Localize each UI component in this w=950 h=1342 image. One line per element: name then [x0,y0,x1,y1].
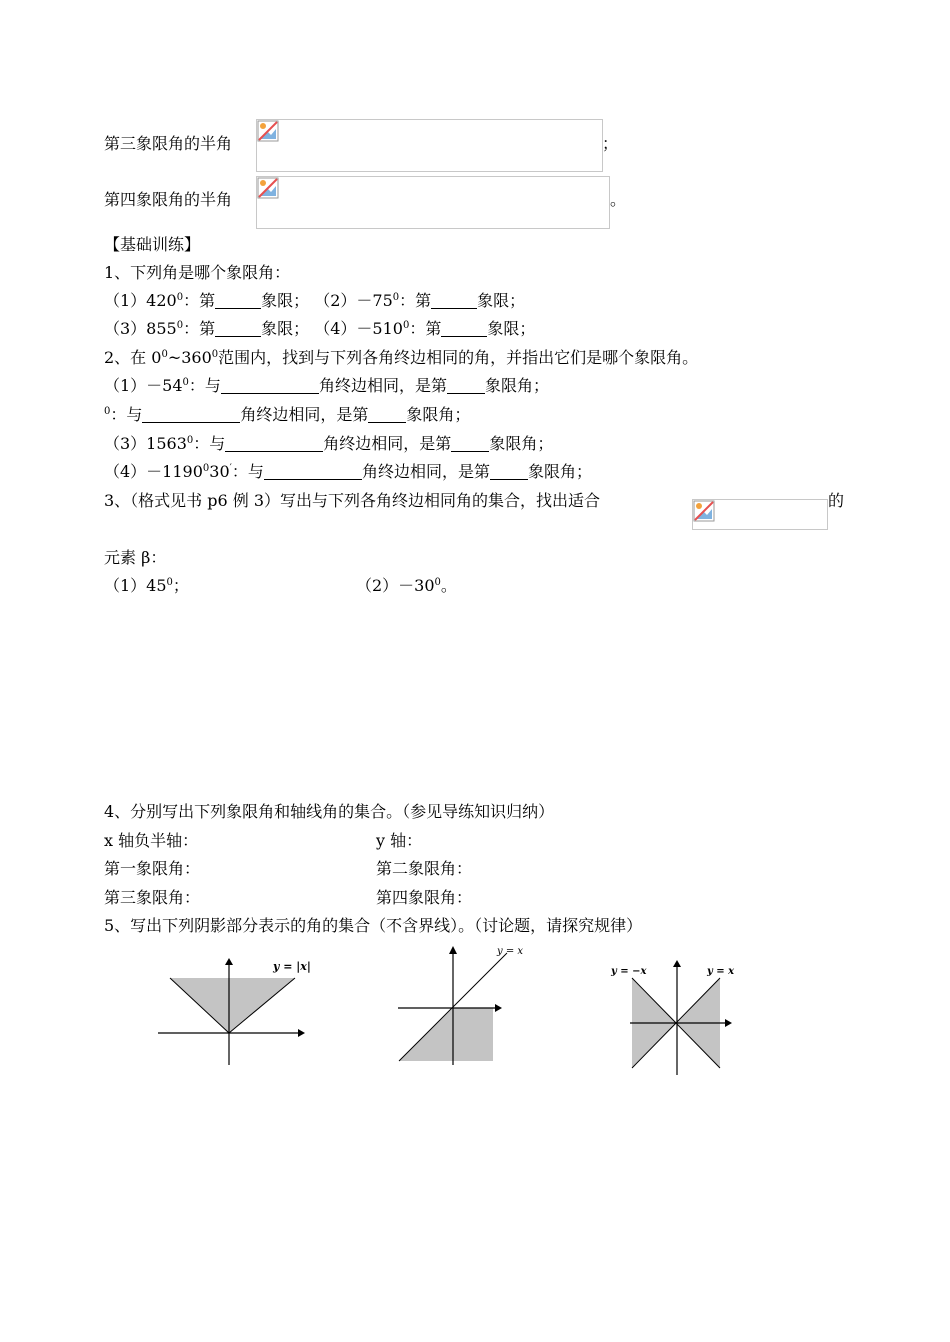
answer-blank [215,320,261,337]
answer-blank [447,377,485,394]
shaded-region [170,978,295,1033]
half-angle-third-label: 第三象限角的半角 [104,134,233,153]
q4-title: 4、分别写出下列象限角和轴线角的集合。（参见导练知识归纳） [104,802,555,821]
broken-image-icon [693,500,715,522]
q4-quadrant3: 第三象限角： [104,888,201,907]
q4-quadrant1: 第一象限角： [104,859,201,878]
answer-blank [431,292,477,309]
q3-item2: $(2)-30^0$。 [356,576,457,595]
figure-y-equals-x [395,940,535,1070]
q1-row2: $(3)855^0$：第 象限； $(4)-510^0$：第 象限； [104,319,536,338]
answer-blank [221,377,319,394]
q4-x-neg: x 轴负半轴： [104,831,199,850]
fig3-label-right: y = x [707,966,735,977]
q2-item3: （3）1563$^0$：与 角终边相同，是第 象限角； [104,434,554,453]
q1-title: 1、下列角是哪个象限角： [104,263,291,282]
answer-blank [451,435,489,452]
section-heading-basic: 【基础训练】 [104,235,201,254]
q3-after: 的 [828,491,845,510]
formula-image-fourth [256,176,610,229]
fig2-label: y = x [497,946,524,957]
broken-image-icon [257,120,279,142]
answer-blank [264,463,362,480]
answer-blank [441,320,487,337]
half-angle-third-end: ； [602,134,619,153]
half-angle-fourth-end: 。 [610,190,627,209]
q4-quadrant4: 第四象限角： [376,888,473,907]
q2-item1: $(1)-54^0$：与 角终边相同，是第 象限角； [104,376,549,395]
fig1-label: y = |x| [273,960,311,973]
answer-blank [142,406,240,423]
answer-blank [215,292,261,309]
formula-image-q3 [692,499,828,530]
half-angle-fourth-label: 第四象限角的半角 [104,190,233,209]
broken-image-icon [257,177,279,199]
answer-blank [225,435,323,452]
formula-image-third [256,119,603,172]
q5-title: 5、写出下列阴影部分表示的角的集合（不含界线）。（讨论题，请探究规律） [104,916,643,935]
answer-blank [490,463,528,480]
q4-y-axis: y 轴： [376,831,423,850]
q2-title: 2、在 $0^0\sim 360^0$范围内，找到与下列各角终边相同的角，并指出它们是哪个象限角。 [104,348,699,367]
q2-item4: $(4)-1190^030'$：与 角终边相同，是第 象限角； [104,462,592,481]
q3-line2: 元素 β： [104,548,167,567]
figure-abs-x [155,955,315,1070]
fig3-label-left: y = −x [611,966,647,977]
q3-text: 3、（格式见书 p6 例 3）写出与下列各角终边相同角的集合，找出适合 [104,491,601,510]
q3-item1: $(1)45^0$； [104,576,189,595]
answer-blank [368,406,406,423]
shaded-region [399,1008,493,1061]
q4-quadrant2: 第二象限角： [376,859,473,878]
figure-two-diagonals [605,955,765,1080]
q1-row1: $(1)420^0$：第 象限； $(2)-75^0$：第 象限； [104,291,526,310]
q2-item2: $^0$：与 角终边相同，是第 象限角； [104,405,471,424]
